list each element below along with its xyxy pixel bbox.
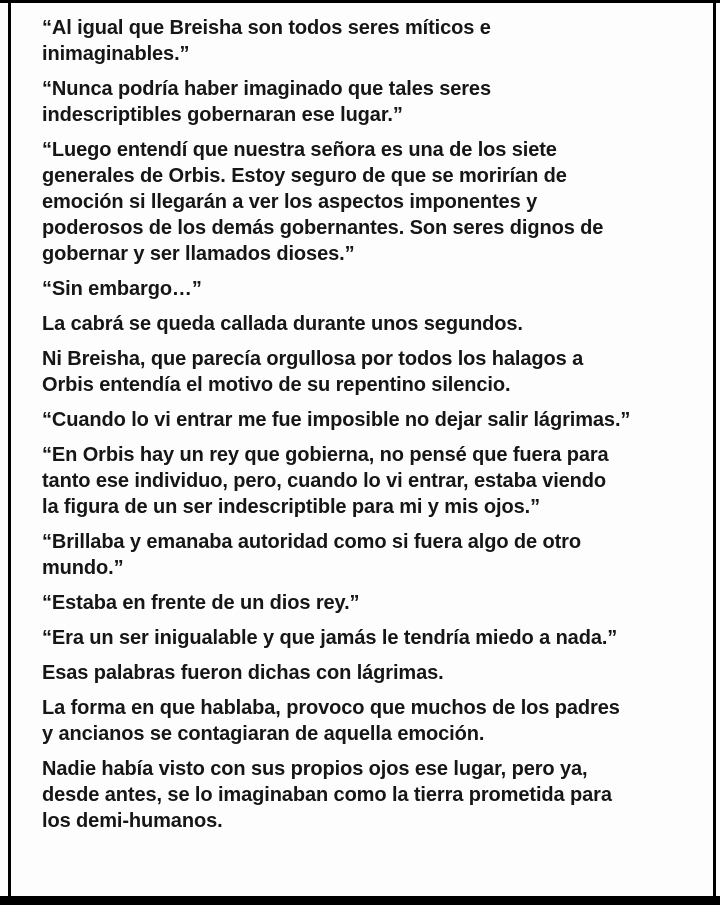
text-area <box>42 15 694 843</box>
text-line: tanto ese individuo, pero, cuando lo vi entrar, estaba viendo <box>42 470 607 492</box>
text-line: poderosos de los demás gobernantes. Son seres dignos de <box>42 217 604 239</box>
text-line: “Brillaba y emanaba autoridad como si fuera algo de otro <box>42 531 581 553</box>
text-line: inimaginables.” <box>42 43 190 65</box>
paragraph <box>42 695 694 747</box>
page-border-bottom <box>0 896 720 905</box>
text-line: mundo.” <box>42 557 124 579</box>
paragraph <box>42 76 694 128</box>
paragraph <box>42 407 694 433</box>
paragraph <box>42 15 694 67</box>
text-line: “Luego entendí que nuestra señora es una de los siete <box>42 139 557 161</box>
text-line: Ni Breisha, que parecía orgullosa por todos los halagos a <box>42 348 584 370</box>
paragraph <box>42 756 694 834</box>
text-line: emoción si llegarán a ver los aspectos imponentes y <box>42 191 538 213</box>
paragraph <box>42 625 694 651</box>
paragraph <box>42 276 694 302</box>
paragraph <box>42 311 694 337</box>
page-border-right <box>713 0 716 905</box>
text-line: y ancianos se contagiaran de aquella emoción. <box>42 723 485 745</box>
paragraph <box>42 137 694 267</box>
page-border-top <box>0 0 720 3</box>
text-line: los demi-humanos. <box>42 810 223 832</box>
text-line: “Era un ser inigualable y que jamás le tendría miedo a nada.” <box>42 627 618 649</box>
paragraph <box>42 590 694 616</box>
paragraph <box>42 660 694 686</box>
text-line: Esas palabras fueron dichas con lágrimas. <box>42 662 444 684</box>
text-line: Orbis entendía el motivo de su repentino silencio. <box>42 374 511 396</box>
paragraph <box>42 442 694 520</box>
text-line: La cabrá se queda callada durante unos segundos. <box>42 313 523 335</box>
paragraph <box>42 529 694 581</box>
text-line: Nadie había visto con sus propios ojos ese lugar, pero ya, <box>42 758 588 780</box>
text-line: “Cuando lo vi entrar me fue imposible no dejar salir lágrimas.” <box>42 409 631 431</box>
text-line: indescriptibles gobernaran ese lugar.” <box>42 104 403 126</box>
text-line: la figura de un ser indescriptible para mi y mis ojos.” <box>42 496 540 518</box>
text-line: “Estaba en frente de un dios rey.” <box>42 592 360 614</box>
text-line: “Sin embargo…” <box>42 278 202 300</box>
text-line: desde antes, se lo imaginaban como la tierra prometida para <box>42 784 612 806</box>
text-line: gobernar y ser llamados dioses.” <box>42 243 355 265</box>
text-line: “Nunca podría haber imaginado que tales seres <box>42 78 491 100</box>
text-line: “Al igual que Breisha son todos seres míticos e <box>42 17 491 39</box>
text-line: “En Orbis hay un rey que gobierna, no pensé que fuera para <box>42 444 609 466</box>
text-line: La forma en que hablaba, provoco que muchos de los padres <box>42 697 620 719</box>
page-border-left <box>8 0 11 905</box>
text-line: generales de Orbis. Estoy seguro de que se morirían de <box>42 165 567 187</box>
paragraph <box>42 346 694 398</box>
